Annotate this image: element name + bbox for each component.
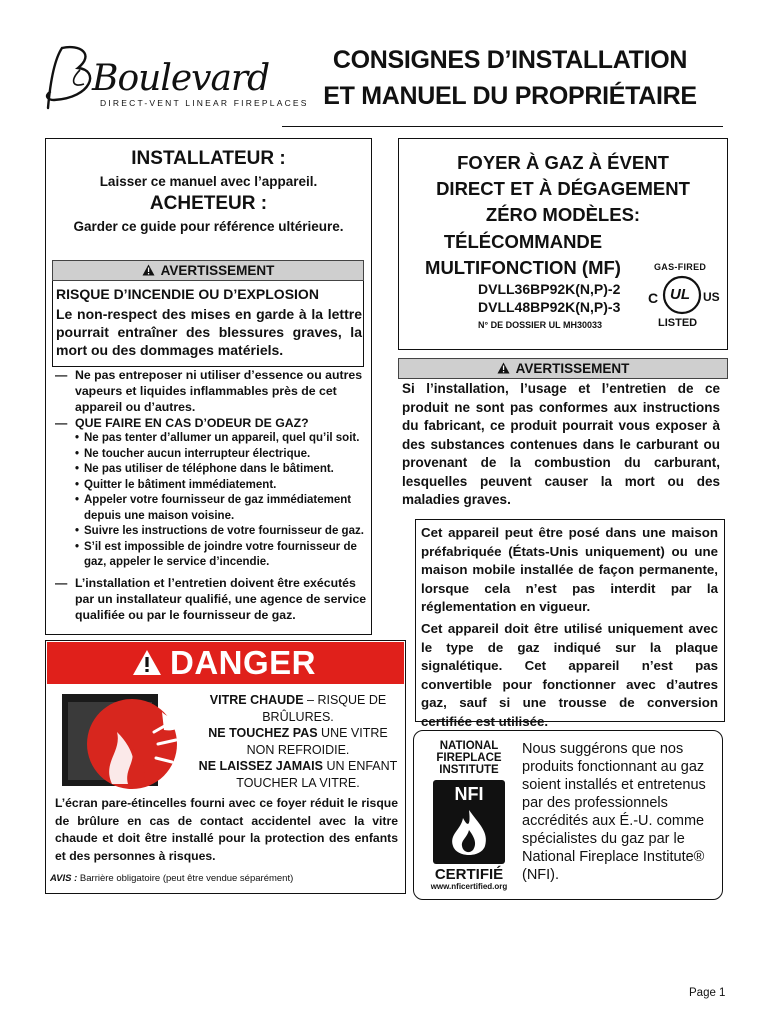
flame-icon xyxy=(445,808,493,860)
warning-banner xyxy=(398,358,728,379)
buyer-heading: ACHETEUR : xyxy=(149,193,268,214)
instruction-item: — QUE FAIRE EN CAS D’ODEUR DE GAZ? xyxy=(55,416,309,430)
logo-tagline: DIRECT-VENT LINEAR FIREPLACES xyxy=(100,98,309,108)
document-title xyxy=(282,42,738,114)
logo-wordmark: Boulevard xyxy=(92,58,270,99)
warning-triangle-icon xyxy=(142,264,155,276)
product-title: FOYER À GAZ À ÉVENT DIRECT ET À DÉGAGEMENT ZÉRO MODÈLES: xyxy=(436,152,690,225)
gas-type-notice: Cet appareil doit être utilisé uniquement avec le type de gaz indiqué sur la plaque signalétique. Cet appareil n’est pas convertible pour fonctionner avec d’autres gaz, sauf si une trousse de conversion certifiée est utilisée. xyxy=(421,621,718,729)
list-item: • Suivre les instructions de votre fournisseur de gaz. xyxy=(75,525,364,537)
list-item: • Ne pas tenter d’allumer un appareil, quel qu’il soit. xyxy=(75,432,360,444)
instruction-item: — Ne pas entreposer ni utiliser d’essence ou autres vapeurs et liquides inflammables près de cet appareil ou d’autres. xyxy=(55,368,363,414)
danger-triangle-icon xyxy=(132,649,162,676)
model-number: DVLL36BP92K(N,P)-2 xyxy=(478,281,621,297)
mobile-home-notice: Cet appareil peut être posé dans une maison préfabriquée (États-Unis uniquement) ou une maison mobile installée de façon permanente, lorsque cela n’est pas interdit par la réglementation en vigueur. xyxy=(421,525,718,614)
gas-odor-steps xyxy=(75,431,367,571)
nfi-certified-logo: NATIONAL FIREPLACE INSTITUTE NFI CERTIFIÉ www.nficertified.org xyxy=(430,740,508,891)
list-item: • Appeler votre fournisseur de gaz immédiatement depuis une maison voisine. xyxy=(75,494,352,522)
warning-label: AVERTISSEMENT xyxy=(160,263,275,278)
installer-heading: INSTALLATEUR : xyxy=(131,148,286,169)
list-item: • Ne toucher aucun interrupteur électrique. xyxy=(75,447,311,460)
title-line-2: ET MANUEL DU PROPRIÉTAIRE xyxy=(323,82,697,110)
remote-title: TÉLÉCOMMANDE MULTIFONCTION (MF) xyxy=(425,231,621,278)
nfi-recommendation: Nous suggérons que nos produits fonctionnant au gaz soient installés et entretenus par des professionnels accrédités aux É.-U. comme spécialistes du gaz par le National Fireplace Institute® (NFI). xyxy=(522,741,706,883)
ul-listed-logo: GAS-FIRED C UL US LISTED xyxy=(648,262,720,329)
combustion-warning: Si l’installation, l’usage et l’entretien de ce produit ne sont pas conformes aux instructions du fabricant, ce produit pourrait vous exposer à des substances contenues dans le carburant ou provenant de la combustion du carburant, lesquelles peuvent causer la mort ou des maladies graves. xyxy=(402,381,720,507)
screen-notice: L’écran pare-étincelles fourni avec ce foyer réduit le risque de brûlure en cas de contact accidentel avec la vitre chaude et doit être installé pour la protection des enfants et des personnes à risques. xyxy=(55,796,398,863)
warning-label: AVERTISSEMENT xyxy=(515,361,630,376)
safety-instructions xyxy=(55,367,367,623)
list-item: • Quitter le bâtiment immédiatement. xyxy=(75,478,277,491)
avis-note: AVIS : Barrière obligatoire (peut être vendue séparément) xyxy=(50,873,294,884)
list-item: • S’il est impossible de joindre votre fournisseur de gaz, appeler le service d’incendie. xyxy=(75,540,357,568)
list-item: • Ne pas utiliser de téléphone dans le bâtiment. xyxy=(75,463,334,475)
installer-note: Laisser ce manuel avec l’appareil. xyxy=(99,174,318,189)
model-number: DVLL48BP92K(N,P)-3 xyxy=(478,299,621,315)
warning-body: Le non-respect des mises en garde à la lettre pourrait entraîner des blessures graves, la mort ou des dommages matériels. xyxy=(56,306,362,358)
buyer-note: Garder ce guide pour référence ultérieure. xyxy=(73,219,344,234)
page-number: Page 1 xyxy=(689,987,726,999)
danger-label: DANGER xyxy=(170,644,317,681)
fire-explosion-risk: RISQUE D’INCENDIE OU D’EXPLOSION xyxy=(56,286,319,302)
hot-glass-warning-image xyxy=(62,692,190,790)
instruction-item: — L’installation et l’entretien doivent être exécutés par un installateur qualifié, une agence de service qualifiée ou par le fournisseur de gaz. xyxy=(55,575,367,622)
title-line-1: CONSIGNES D’INSTALLATION xyxy=(332,46,688,74)
ul-file-number: N° DE DOSSIER UL MH30033 xyxy=(478,320,602,330)
hot-glass-message: VITRE CHAUDE – RISQUE DE BRÛLURES. NE TOUCHEZ PAS UNE VITRE NON REFROIDIE. NE LAISSEZ JAMAIS UN ENFANT TOUCHER LA VITRE. xyxy=(198,693,398,790)
warning-triangle-icon xyxy=(497,362,510,374)
model-numbers xyxy=(478,280,620,316)
warning-banner xyxy=(52,260,364,281)
header-divider xyxy=(282,126,723,127)
